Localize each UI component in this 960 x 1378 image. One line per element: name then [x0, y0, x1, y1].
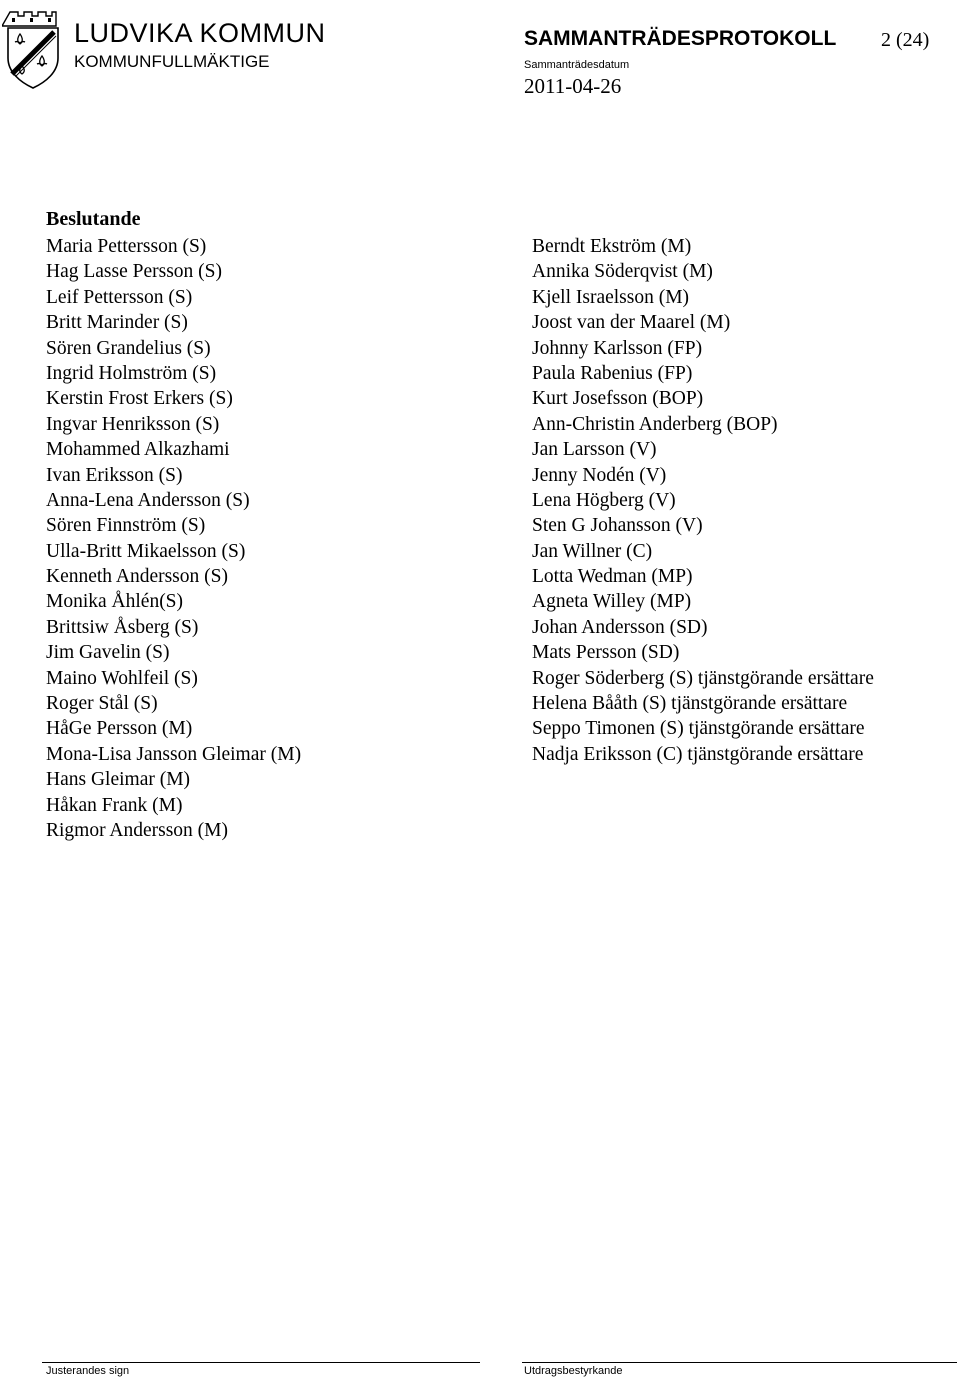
attendee-name: Anna-Lena Andersson (S): [46, 489, 250, 511]
attendee-name: Agneta Willey (MP): [532, 591, 692, 613]
attendee-name: Kjell Israelsson (M): [532, 286, 690, 308]
attendee-name: Jan Larsson (V): [532, 439, 657, 461]
page-number: 2 (24): [881, 29, 930, 51]
attendee-name: Sören Finnström (S): [46, 515, 206, 537]
attendee-name: Hans Gleimar (M): [46, 769, 191, 791]
meeting-date-label: Sammanträdesdatum: [524, 59, 630, 71]
attendee-name: Jan Willner (C): [532, 540, 653, 562]
attendee-name: Nadja Eriksson (C) tjänstgörande ersättare: [532, 743, 864, 765]
attendee-name: Seppo Timonen (S) tjänstgörande ersättare: [532, 718, 865, 740]
footer-divider-left: [42, 1362, 480, 1363]
attendee-name: Maria Pettersson (S): [46, 236, 207, 257]
attendee-name: Ann-Christin Anderberg (BOP): [532, 413, 778, 435]
attendee-name: Kenneth Andersson (S): [46, 566, 228, 588]
attendee-name: Lotta Wedman (MP): [532, 566, 693, 588]
meeting-date: 2011-04-26: [524, 74, 622, 98]
document-title: SAMMANTRÄDESPROTOKOLL: [524, 27, 837, 50]
attendee-name: Joost van der Maarel (M): [532, 312, 731, 334]
footer-certification-label: Utdragsbestyrkande: [524, 1365, 623, 1377]
attendee-name: Ivan Eriksson (S): [46, 464, 183, 486]
attendee-name: Mona-Lisa Jansson Gleimar (M): [46, 743, 302, 765]
attendee-name: Britt Marinder (S): [46, 312, 188, 334]
section-heading: Beslutande: [46, 208, 141, 230]
attendee-name: Jim Gavelin (S): [46, 642, 170, 664]
attendee-name: Jenny Nodén (V): [532, 464, 667, 486]
attendee-name: Hag Lasse Persson (S): [46, 261, 223, 283]
organization-name: LUDVIKA KOMMUN: [74, 18, 326, 48]
attendee-name: Mats Persson (SD): [532, 642, 680, 664]
attendee-name: Maino Wohlfeil (S): [46, 667, 198, 689]
attendee-name: Roger Stål (S): [46, 693, 158, 715]
attendee-name: Johnny Karlsson (FP): [532, 337, 703, 359]
attendee-name: Håkan Frank (M): [46, 794, 183, 816]
footer-divider-right: [522, 1362, 957, 1363]
attendee-name: Sören Grandelius (S): [46, 337, 211, 359]
attendee-name: Annika Söderqvist (M): [532, 261, 713, 283]
attendee-name: Brittsiw Åsberg (S): [46, 616, 199, 638]
attendee-name: HåGe Persson (M): [46, 718, 193, 740]
coat-of-arms-icon: [2, 10, 62, 90]
attendee-list-left: [46, 234, 301, 843]
attendee-name: Ingvar Henriksson (S): [46, 413, 220, 435]
attendee-name: Johan Andersson (SD): [532, 616, 708, 638]
attendee-name: Ulla-Britt Mikaelsson (S): [46, 540, 246, 562]
attendee-name: Kerstin Frost Erkers (S): [46, 388, 233, 410]
organization-unit: KOMMUNFULLMÄKTIGE: [74, 52, 270, 71]
attendee-name: Leif Pettersson (S): [46, 286, 193, 308]
attendee-name: Berndt Ekström (M): [532, 236, 692, 257]
attendee-name: Ingrid Holmström (S): [46, 362, 217, 384]
attendee-list-right: [532, 234, 874, 767]
attendee-name: Lena Högberg (V): [532, 489, 676, 511]
attendee-name: Kurt Josefsson (BOP): [532, 388, 704, 410]
attendee-name: Mohammed Alkazhami: [46, 439, 230, 461]
attendee-name: Monika Åhlén(S): [46, 591, 184, 613]
attendee-name: Paula Rabenius (FP): [532, 362, 693, 384]
attendee-name: Rigmor Andersson (M): [46, 819, 228, 841]
footer-signature-label: Justerandes sign: [46, 1365, 130, 1377]
attendee-name: Helena Bååth (S) tjänstgörande ersättare: [532, 693, 848, 715]
attendee-name: Roger Söderberg (S) tjänstgörande ersättare: [532, 667, 874, 689]
attendee-name: Sten G Johansson (V): [532, 515, 703, 537]
